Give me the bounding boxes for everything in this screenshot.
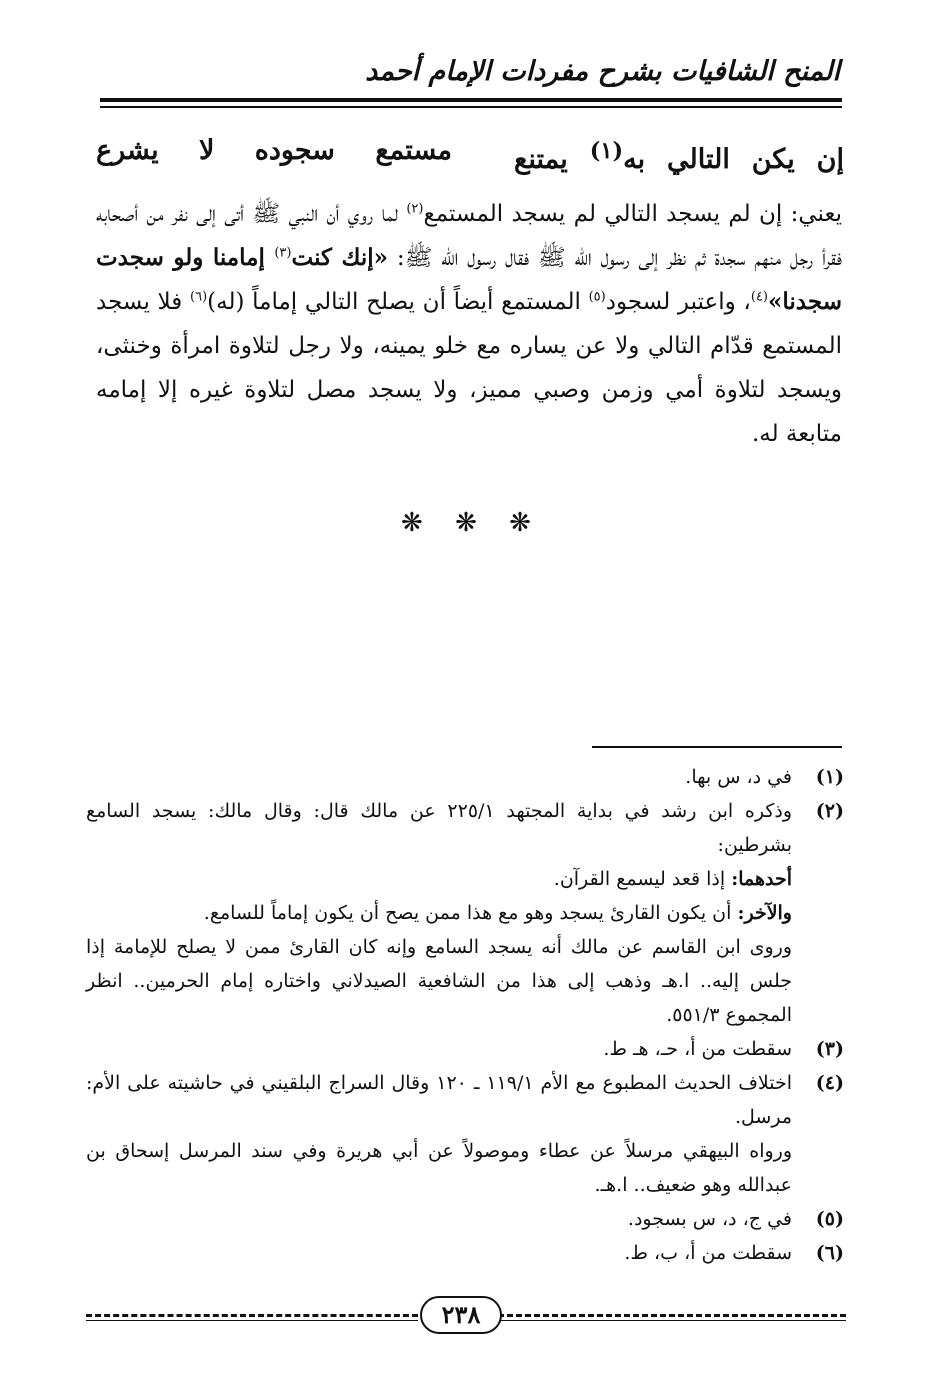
body-sentence-3: ، واعتبر لسجود: [605, 289, 751, 315]
footnote-ref-3: (٣): [274, 245, 292, 261]
footnote-bold-term: والآخر:: [737, 902, 792, 924]
verse-first-part-b: يمتنع: [514, 144, 590, 175]
hadith-quote-part-2: إمامنا ولو سجدت سجدنا»: [96, 244, 842, 315]
commentary-paragraph: [96, 192, 842, 456]
footnote-4: [86, 1066, 844, 1202]
footnote-line: [86, 862, 792, 896]
page-footer: [86, 1292, 846, 1332]
footnote-text: سقطت من أ، ب، ط.: [624, 1242, 792, 1264]
footnote-text: [86, 794, 792, 1032]
footer-dashed-rule-left: [86, 1314, 418, 1317]
footnote-number: (٤): [815, 1072, 844, 1094]
footnote-line: وروى ابن القاسم عن مالك أنه يسجد السامع وإنه كان القارئ ممن لا يصلح للإمامة إذا جلس إليه.. ا.هـ وذهب إلى هذا من الشافعية الصيدلاني واختاره إمام الحرمين.. انظر المجموع ٥٥١/٣.: [86, 936, 792, 1026]
verse-first-part-a: إن يكن التالي به: [623, 144, 844, 175]
footnote-number: (١): [815, 766, 844, 788]
footnote-line: اختلاف الحديث المطبوع مع الأم ١١٩/١ ـ ١٢٠ وقال السراج البلقيني في حاشيته على الأم: مرسل.: [86, 1072, 792, 1128]
footnote-text: سقطت من أ، حـ، هـ ط.: [603, 1038, 792, 1060]
header-rule-thick: [100, 98, 842, 102]
footnote-ref-2: (٢): [406, 201, 424, 217]
verse-second-hemistich: مستمع سجوده لا يشرع: [96, 135, 452, 166]
footer-dashed-rule-right: [498, 1314, 846, 1317]
hadith-quote-part-1: «إنك كنت: [291, 244, 389, 271]
footnote-1: [86, 760, 844, 794]
header-rule-thin: [100, 106, 842, 108]
footnote-6: [86, 1236, 844, 1270]
footnote-bold-term: أحدهما:: [731, 868, 792, 890]
footnote-number: (٦): [815, 1242, 844, 1264]
footnote-divider: [592, 746, 842, 748]
body-sentence-2: لما روي أن النبي ﷺ أتى إلى نفر من أصحابه فقرأ رجل منهم سجدة ثم نظر إلى رسول الله ﷺ فقال رسول الله ﷺ:: [96, 201, 842, 271]
running-header-title: المنح الشافيات بشرح مفردات الإمام أحمد: [365, 56, 840, 87]
footnotes-section: [86, 760, 844, 1270]
footnote-text: في ج، د، س بسجود.: [627, 1208, 792, 1230]
page-number-badge: ٢٣٨: [420, 1296, 502, 1334]
footnote-ref-6: (٦): [190, 289, 208, 305]
verse-footnote-ref-1: (١): [589, 138, 624, 164]
body-sentence-1: يعني: إن لم يسجد التالي لم يسجد المستمع: [423, 201, 842, 227]
footnote-ref-5: (٥): [588, 289, 606, 305]
footer-solid-rule-left: [86, 1320, 418, 1321]
footnote-5: [86, 1202, 844, 1236]
footnote-line-text: أن يكون القارئ يسجد وهو مع هذا ممن يصح أن يكون إماماً للسامع.: [203, 902, 738, 924]
footer-solid-rule-right: [498, 1320, 846, 1321]
footnote-text: [86, 1066, 792, 1202]
footnote-number: (٥): [815, 1208, 844, 1230]
footnote-ref-4: (٤): [750, 289, 768, 305]
section-separator-stars: ❋ ❋ ❋: [401, 508, 543, 538]
poem-verse: [96, 126, 844, 176]
footnote-text: في د، س بها.: [685, 766, 792, 788]
footnote-number: (٣): [815, 1038, 844, 1060]
body-sentence-5: فلا يسجد المستمع قدّام التالي ولا عن يساره مع خلو يمينه، ولا رجل لتلاوة امرأة وخنثى، ويسجد لتلاوة أمي وزمن وصبي مميز، ولا يسجد مصل لتلاوة غيره إلا إمامه متابعة له.: [96, 289, 842, 447]
footnote-number: (٢): [815, 800, 844, 822]
footnote-line-text: إذا قعد ليسمع القرآن.: [553, 868, 732, 890]
verse-first-hemistich: [514, 126, 844, 185]
footnote-line: ورواه البيهقي مرسلاً عن عطاء وموصولاً عن أبي هريرة وفي سند المرسل إسحاق بن عبدالله وهو ضعيف.. ا.هـ.: [86, 1140, 792, 1196]
footnote-line: [86, 896, 792, 930]
footnote-line: وذكره ابن رشد في بداية المجتهد ٢٢٥/١ عن مالك قال: وقال مالك: يسجد السامع بشرطين:: [86, 800, 793, 856]
body-sentence-4: المستمع أيضاً أن يصلح التالي إماماً (له): [207, 289, 589, 315]
footnote-2: [86, 794, 844, 1032]
footnote-3: [86, 1032, 844, 1066]
